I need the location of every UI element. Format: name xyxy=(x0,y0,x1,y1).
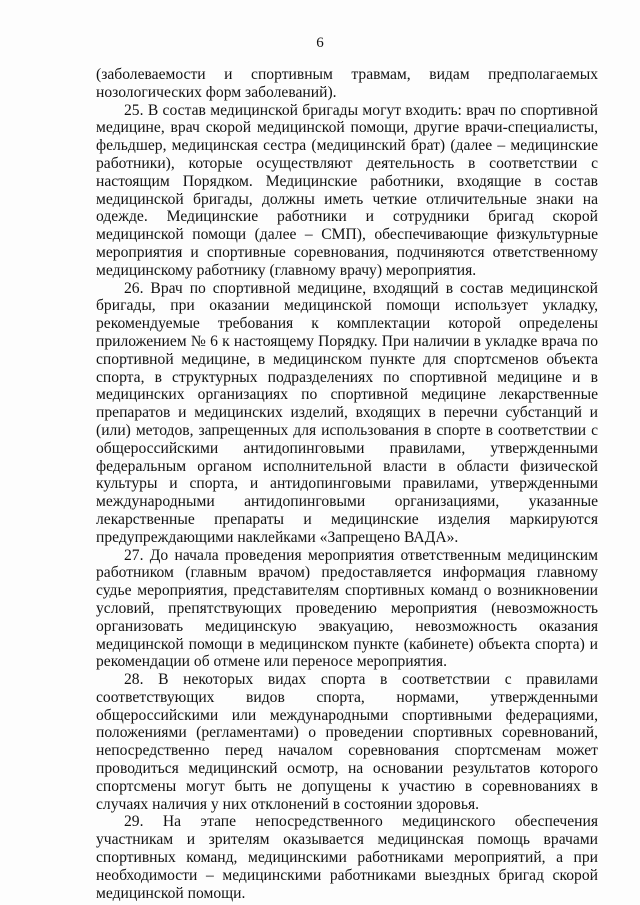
paragraph-28: 28. В некоторых видах спорта в соответствии с правилами соответствующих видов спорта, нормами, утвержденными общероссийскими или международными спортивными федерациями, положениями (регламентами) о проведении спортивных соревнований, непосредственно перед началом соревнования спортсменам может проводиться медицинский осмотр, на основании результатов которого спортсмены могут быть не допущены к участию в соревнованиях в случаях наличия у них отклонений в состоянии здоровья. xyxy=(96,671,598,813)
paragraph-26: 26. Врач по спортивной медицине, входящий в состав медицинской бригады, при оказании медицинской помощи использует укладку, рекомендуемые требования к комплектации которой определены приложением № 6 к настоящему Порядку. При наличии в укладке врача по спортивной медицине, в медицинском пункте для спортсменов объекта спорта, в структурных подразделениях по спортивной медицине и в медицинских организациях по спортивной медицине лекарственные препаратов и медицинских изделий, входящих в перечни субстанций и (или) методов, запрещенных для использования в спорте в соответствии с общероссийскими антидопинговыми правилами, утвержденными федеральным органом исполнительной власти в области физической культуры и спорта, и антидопинговыми правилами, утвержденными международными антидопинговыми организациями, указанные лекарственные препараты и медицинские изделия маркируются предупреждающими наклейками «Запрещено ВАДА». xyxy=(96,279,598,546)
paragraph-27: 27. До начала проведения мероприятия ответственным медицинским работником (главным врачом) предоставляется информация главному судье мероприятия, представителям спортивных команд о возникновении условий, препятствующих проведению мероприятия (невозможность организовать медицинскую эвакуацию, невозможность оказания медицинской помощи в медицинском пункте (кабинете) объекта спорта) и рекомендации об отмене или переносе мероприятия. xyxy=(96,546,598,671)
page-number: 6 xyxy=(316,35,324,51)
paragraph-continuation: (заболеваемости и спортивным травмам, видам предполагаемых нозологических форм заболеваний). xyxy=(96,66,598,101)
paragraph-29: 29. На этапе непосредственного медицинского обеспечения участникам и зрителям оказывается медицинская помощь врачами спортивных команд, медицинскими работниками мероприятий, а при необходимости – медицинскими работниками выездных бригад скорой медицинской помощи. xyxy=(96,813,598,902)
paragraph-25: 25. В состав медицинской бригады могут входить: врач по спортивной медицине, врач скорой медицинской помощи, другие врачи-специалисты, фельдшер, медицинская сестра (медицинский брат) (далее – медицинские работники), которые осуществляют деятельность в соответствии с настоящим Порядком. Медицинские работники, входящие в состав медицинской бригады, должны иметь четкие отличительные знаки на одежде. Медицинские работники и сотрудники бригад скорой медицинской помощи (далее – СМП), обеспечивающие физкультурные мероприятия и спортивные соревнования, подчиняются ответственному медицинскому работнику (главному врачу) мероприятия. xyxy=(96,101,598,279)
document-body xyxy=(96,66,598,902)
